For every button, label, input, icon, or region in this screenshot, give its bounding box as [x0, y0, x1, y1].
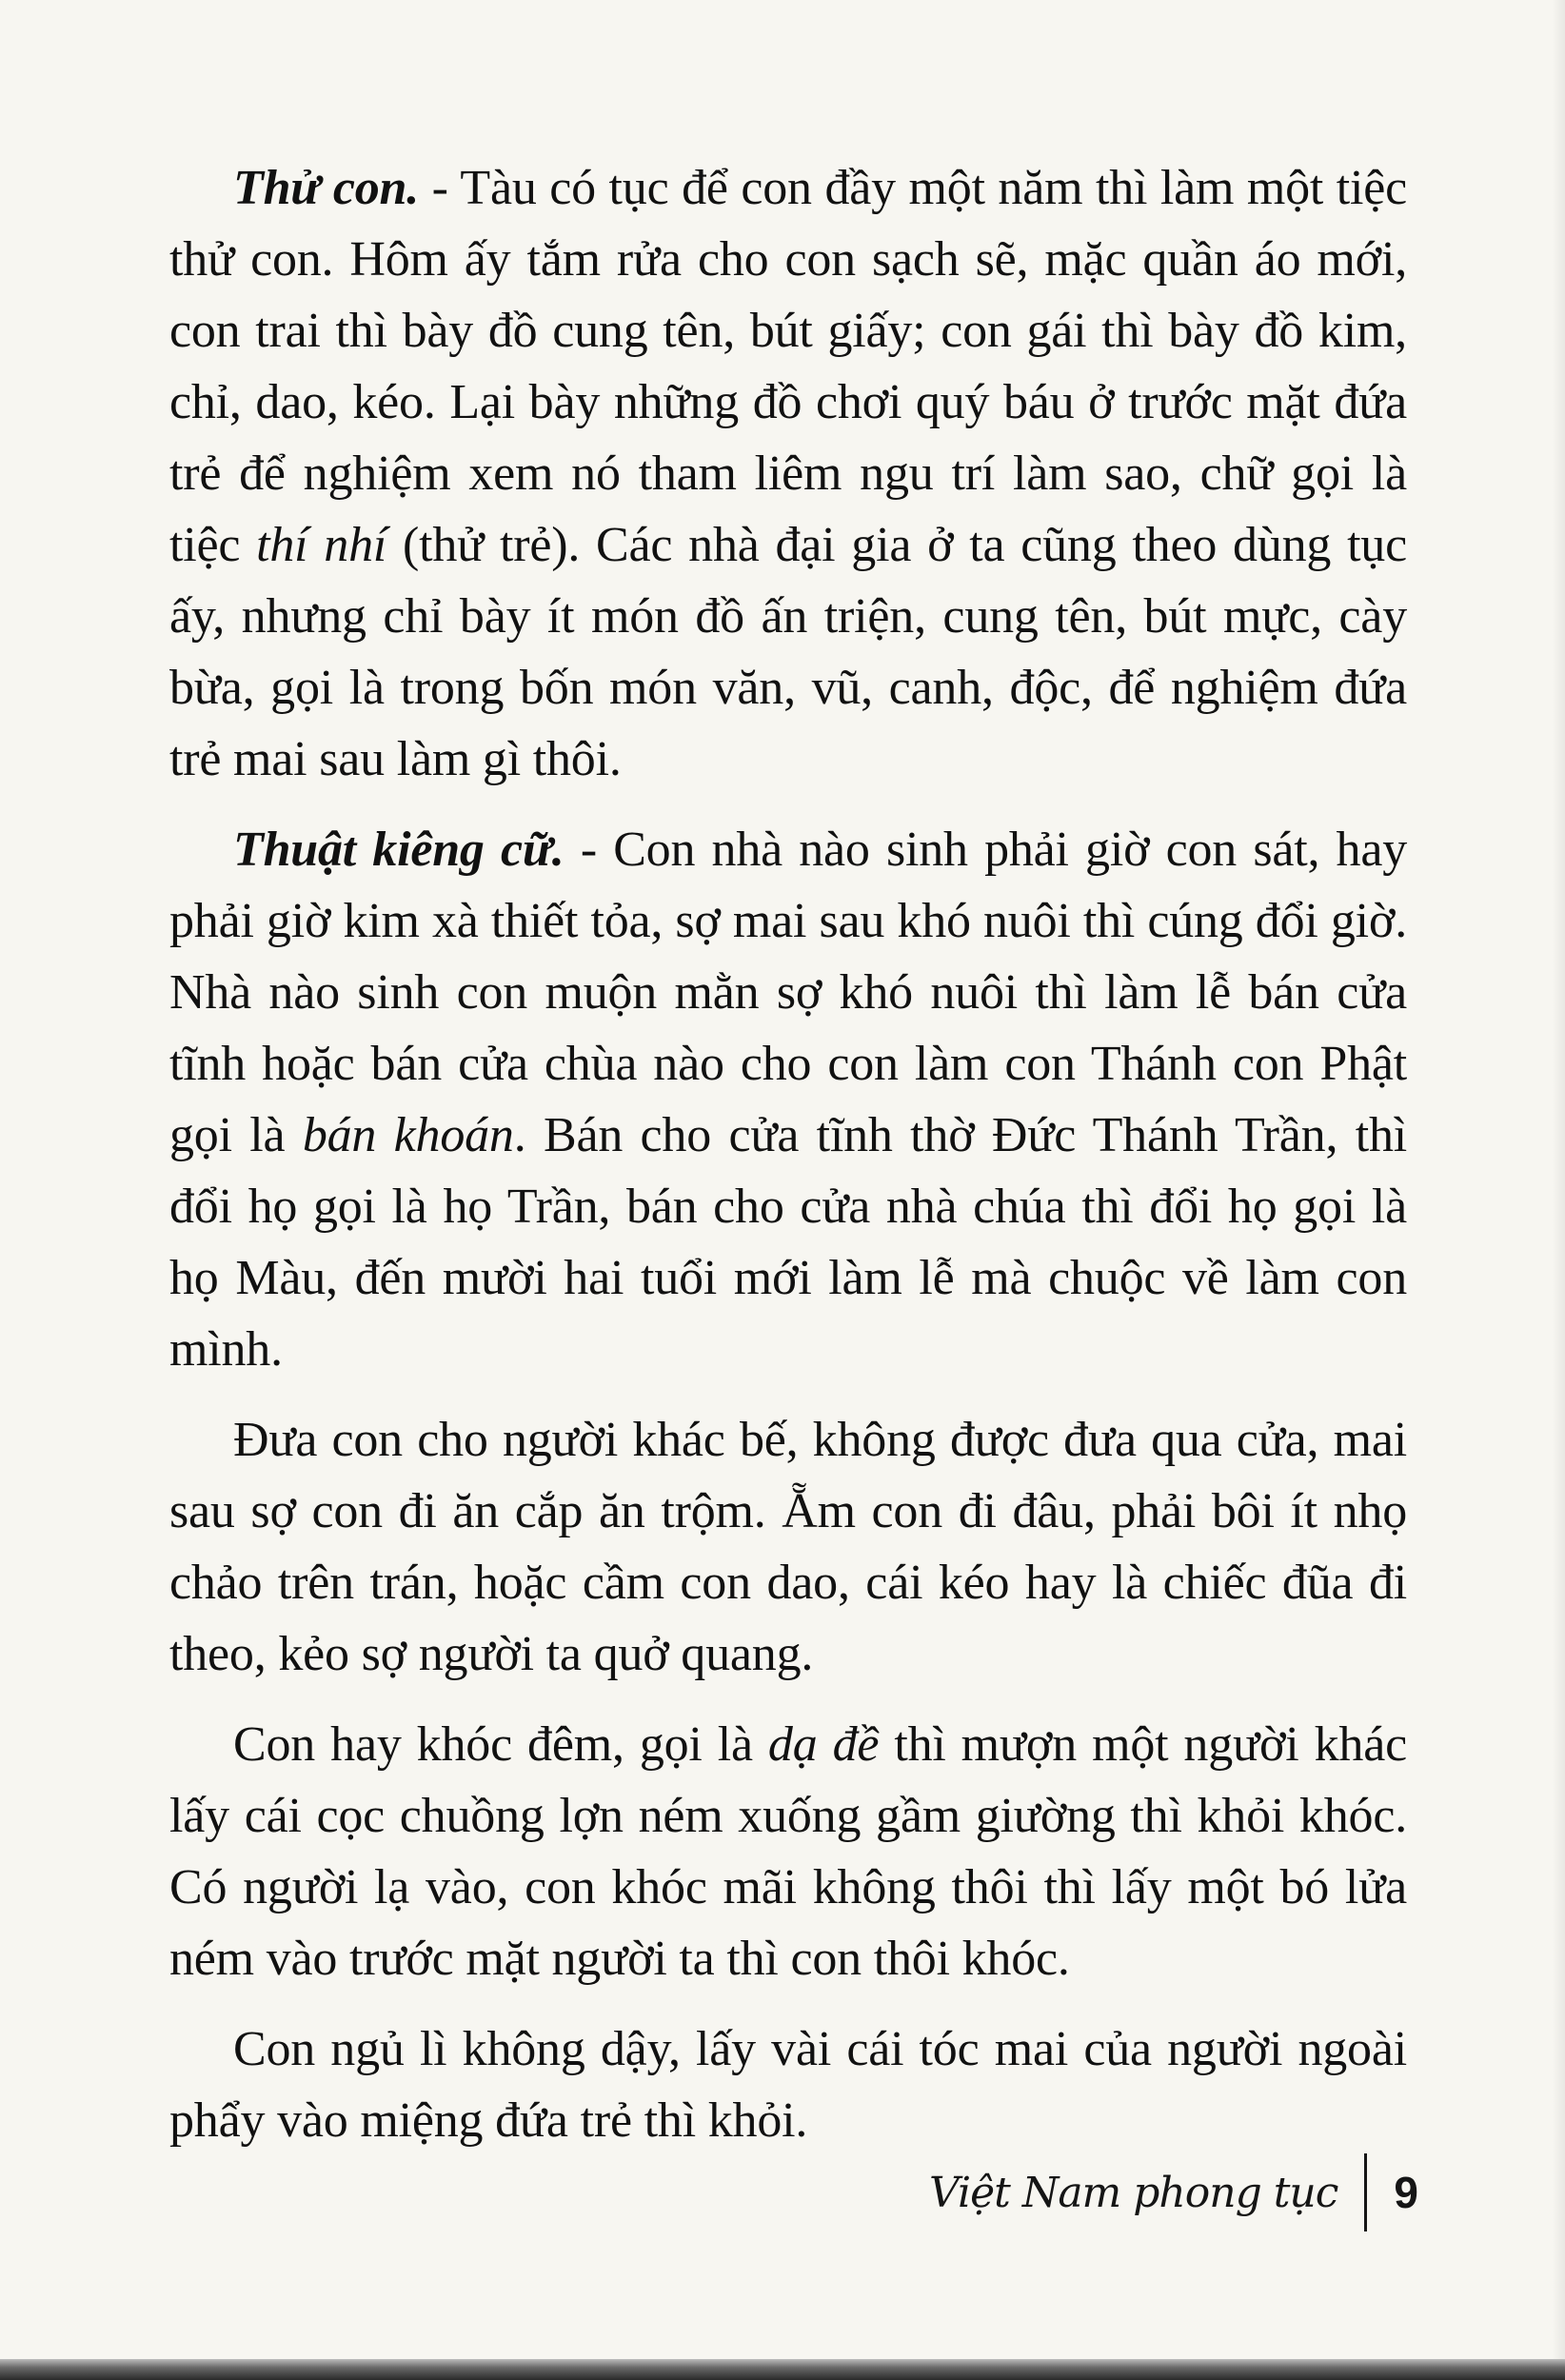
page-number: 9 [1394, 2168, 1418, 2217]
paragraph-text: . Bán cho cửa tĩnh thờ Đức Thánh Trần, thì đổi họ gọi là họ Trần, bán cho cửa nhà chúa thì đổi họ gọi là họ Màu, đến mười hai tuổi mới làm lễ mà chuộc về làm con mình. [169, 1108, 1407, 1377]
italic-term: dạ đề [767, 1717, 880, 1772]
paragraph-thu-con [169, 152, 1407, 795]
italic-term: bán khoán [302, 1108, 514, 1162]
italic-term: thí nhí [256, 518, 387, 572]
term-heading: Thuật kiêng cữ. [233, 823, 565, 877]
paragraph-text: Con ngủ lì không dậy, lấy vài cái tóc mai của người ngoài phẩy vào miệng đứa trẻ thì khỏi. [169, 2022, 1407, 2148]
paragraph-text: - Con nhà nào sinh phải giờ con sát, hay phải giờ kim xà thiết tỏa, sợ mai sau khó nuôi thì cúng đổi giờ. Nhà nào sinh con muộn mằn sợ khó nuôi thì làm lễ bán cửa tĩnh hoặc bán cửa chùa nào cho con làm con Thánh con Phật gọi là [169, 823, 1407, 1162]
body-text [169, 152, 1407, 2175]
paragraph-dua-con [169, 1404, 1407, 1690]
paragraph-text: (thử trẻ). Các nhà đại gia ở ta cũng theo dùng tục ấy, nhưng chỉ bày ít món đồ ấn triện, cung tên, bút mực, cày bừa, gọi là trong bốn món văn, vũ, canh, độc, để nghiệm đứa trẻ mai sau làm gì thôi. [169, 518, 1407, 786]
scan-bottom-edge [0, 2359, 1565, 2380]
paragraph-thuat-kieng-cu [169, 814, 1407, 1385]
paragraph-ngu-li [169, 2013, 1407, 2156]
page-edge-shadow [1552, 0, 1565, 2380]
paragraph-text: thì mượn một người khác lấy cái cọc chuồng lợn ném xuống gầm giường thì khỏi khóc. Có người lạ vào, con khóc mãi không thôi thì lấy một bó lửa ném vào trước mặt người ta thì con thôi khóc. [169, 1717, 1407, 1986]
term-heading: Thử con. [233, 161, 420, 215]
paragraph-text: - Tàu có tục để con đầy một năm thì làm một tiệc thử con. Hôm ấy tắm rửa cho con sạch sẽ, mặc quần áo mới, con trai thì bày đồ cung tên, bút giấy; con gái thì bày đồ kim, chỉ, dao, kéo. Lại bày những đồ chơi quý báu ở trước mặt đứa trẻ để nghiệm xem nó tham liêm ngu trí làm sao, chữ gọi là tiệc [169, 161, 1407, 572]
page-footer [929, 2150, 1418, 2235]
running-title: Việt Nam phong tục [929, 2168, 1338, 2217]
paragraph-khoc-dem [169, 1709, 1407, 1994]
paragraph-text: Con hay khóc đêm, gọi là [233, 1717, 768, 1772]
paragraph-text: Đưa con cho người khác bế, không được đưa qua cửa, mai sau sợ con đi ăn cắp ăn trộm. Ẵm con đi đâu, phải bôi ít nhọ chảo trên trán, hoặc cầm con dao, cái kéo hay là chiếc đũa đi theo, kẻo sợ người ta quở quang. [169, 1413, 1407, 1681]
